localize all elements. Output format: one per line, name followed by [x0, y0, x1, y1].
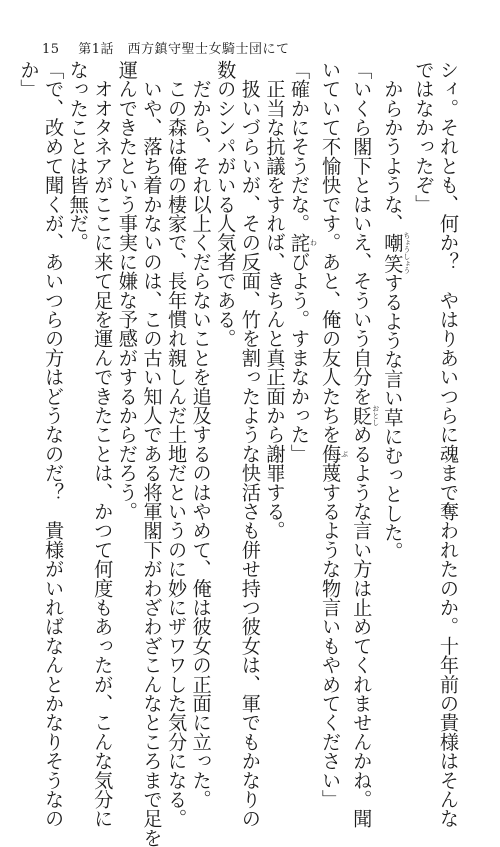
ruby-annotation [288, 232, 318, 253]
text-line [163, 60, 189, 828]
text-segment: なったことは皆無だ。 [66, 60, 90, 252]
ruby-base: 貶 [350, 404, 374, 426]
text-segment: 数のシンパがいる人気者である。 [214, 60, 238, 348]
text-line [188, 60, 213, 809]
text-line [286, 60, 317, 675]
text-line [90, 60, 115, 828]
ruby-base: 詫 [288, 232, 312, 253]
text-segment: からかうような、 [381, 60, 405, 233]
ruby-reading: わ [309, 232, 318, 252]
ruby-base: 侮 [319, 444, 343, 464]
ruby-annotation [319, 444, 349, 464]
text-segment: 扱いづらいが、その反面、竹を割ったような快活さも併せ持つ彼女は、軍でもかなりの [238, 60, 262, 828]
text-segment: 「で、改めて聞くが、あいつらの方はどうなのだ？ 貴様がいればなんとかなりそうなの [42, 60, 66, 828]
text-line [139, 60, 164, 847]
text-segment: いや、落ち着かないのは、この古い知人である将軍閣下がわざわざこんなところまで足を [140, 60, 164, 847]
novel-body-text [17, 60, 460, 847]
text-segment: ではなかったぞ」 [412, 60, 436, 214]
text-line [237, 60, 262, 828]
text-segment: いていて不愉快です。あと、俺の友人たちを [319, 60, 343, 444]
text-line [318, 60, 349, 809]
text-segment: シィ。それとも、何か？ やはりあいつらに魂まで奪われたのか。十年前の貴様はそんな [437, 60, 460, 828]
page-number: 15 [42, 42, 60, 57]
text-line [41, 60, 66, 828]
text-line [435, 60, 460, 828]
text-segment: めるような言い方は止めてくれませんかね。聞 [350, 424, 374, 829]
chapter-title: 第1話 西方鎮守聖士女騎士団にて [78, 42, 290, 57]
ruby-annotation [381, 231, 411, 274]
text-segment: この森は俺の棲家で、長年慣れ親しんだ土地だというのに妙にザワワした気分になる。 [165, 60, 189, 828]
text-line [65, 60, 90, 675]
text-segment: するような言い草にむっとした。 [381, 273, 405, 562]
text-segment: 運んできたという事実に嫌な予感がするからだろう。 [115, 60, 139, 521]
text-segment: びよう。すまなかった」 [288, 252, 312, 464]
text-segment: だから、それ以上くだらないことを追及するのはやめて、俺は彼女の正面に立った。 [189, 60, 213, 809]
text-segment: 蔑するような物言いもやめてください」 [319, 463, 343, 809]
text-line [16, 60, 41, 675]
text-line [349, 60, 380, 829]
text-segment: 「いくら閣下とはいえ、そういう自分を [350, 60, 374, 406]
ruby-annotation [350, 404, 380, 426]
text-segment: オオタネアがここに来て足を運んできたことは、かつて何度もあったが、こんな気分に [91, 60, 115, 828]
text-line [114, 60, 139, 675]
ruby-reading: ちょうしょう [402, 231, 411, 274]
text-segment: か」 [17, 60, 41, 99]
text-line [213, 60, 238, 675]
text-line [262, 60, 287, 675]
text-line [380, 60, 411, 675]
text-line [411, 60, 436, 675]
ruby-reading: ぶ [340, 444, 349, 464]
running-header [42, 38, 289, 57]
ruby-base: 嘲笑 [381, 231, 405, 274]
ruby-reading: おとし [371, 404, 380, 426]
text-segment: 「確かにそうだな。 [288, 60, 312, 233]
text-segment: 正当な抗議をすれば、きちんと真正面から謝罪する。 [263, 60, 287, 540]
